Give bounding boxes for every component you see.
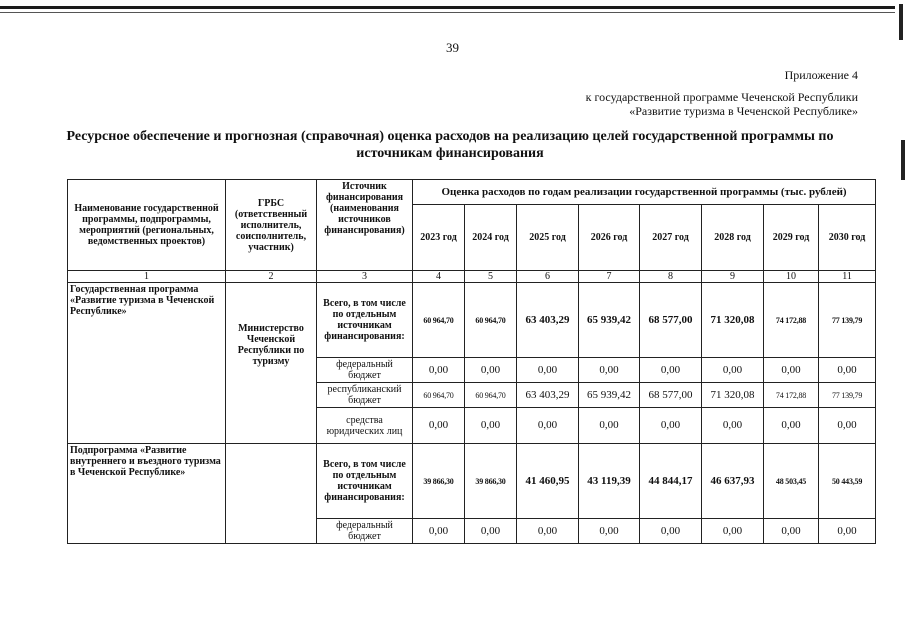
value-cell: 50 443,59 [819, 444, 876, 519]
value-cell: 46 637,93 [702, 444, 764, 519]
value-cell: 0,00 [702, 408, 764, 444]
value-cell: 0,00 [579, 358, 640, 383]
appendix-program-name: «Развитие туризма в Чеченской Республике» [629, 104, 858, 118]
value-cell: 0,00 [702, 358, 764, 383]
top-border-line [0, 6, 895, 9]
value-cell: 0,00 [465, 519, 517, 544]
top-border-line-thin [0, 12, 895, 13]
value-cell: 44 844,17 [640, 444, 702, 519]
value-cell: 71 320,08 [702, 283, 764, 358]
value-cell: 0,00 [517, 408, 579, 444]
header-name: Наименование государственной программы, подпрограммы, мероприятий (региональных, ведомственных проектов) [68, 180, 226, 271]
header-year: 2029 год [764, 205, 819, 271]
header-year: 2023 год [413, 205, 465, 271]
value-cell: 0,00 [640, 358, 702, 383]
header-year: 2028 год [702, 205, 764, 271]
source-cell: федеральный бюджет [317, 519, 413, 544]
value-cell: 0,00 [764, 358, 819, 383]
value-cell: 60 964,70 [413, 283, 465, 358]
value-cell: 0,00 [413, 358, 465, 383]
value-cell: 77 139,79 [819, 383, 876, 408]
column-number: 10 [764, 271, 819, 283]
appendix-block [586, 68, 858, 118]
scan-edge-mark [901, 140, 905, 180]
source-cell: Всего, в том числе по отдельным источникам финансирования: [317, 444, 413, 519]
value-cell: 0,00 [764, 408, 819, 444]
scan-edge-mark [899, 4, 903, 40]
column-number: 8 [640, 271, 702, 283]
column-number: 9 [702, 271, 764, 283]
header-source: Источник финансирования (наименования источников финансирования) [317, 180, 413, 271]
value-cell: 0,00 [819, 358, 876, 383]
source-cell: республиканский бюджет [317, 383, 413, 408]
value-cell: 71 320,08 [702, 383, 764, 408]
header-grbs: ГРБС (ответственный исполнитель, соисполнитель, участник) [226, 180, 317, 271]
value-cell: 0,00 [517, 519, 579, 544]
value-cell: 63 403,29 [517, 383, 579, 408]
value-cell: 68 577,00 [640, 383, 702, 408]
column-number: 6 [517, 271, 579, 283]
value-cell: 60 964,70 [465, 383, 517, 408]
value-cell: 0,00 [413, 519, 465, 544]
column-number: 2 [226, 271, 317, 283]
header-year: 2027 год [640, 205, 702, 271]
value-cell: 0,00 [764, 519, 819, 544]
value-cell: 68 577,00 [640, 283, 702, 358]
column-number: 1 [68, 271, 226, 283]
value-cell: 0,00 [579, 519, 640, 544]
column-number: 7 [579, 271, 640, 283]
document-title: Ресурсное обеспечение и прогнозная (справочная) оценка расходов на реализацию целей государственной программы по источникам финансирования [66, 129, 834, 161]
header-row [68, 180, 876, 205]
value-cell: 41 460,95 [517, 444, 579, 519]
program-name-cell: Государственная программа «Развитие туризма в Чеченской Республике» [68, 283, 226, 444]
value-cell: 43 119,39 [579, 444, 640, 519]
column-number: 11 [819, 271, 876, 283]
source-cell: федеральный бюджет [317, 358, 413, 383]
value-cell: 65 939,42 [579, 283, 640, 358]
column-number: 3 [317, 271, 413, 283]
value-cell: 60 964,70 [413, 383, 465, 408]
value-cell: 0,00 [579, 408, 640, 444]
table-row [68, 444, 876, 519]
appendix-label: Приложение 4 [784, 68, 858, 82]
subprogram-name-cell: Подпрограмма «Развитие внутреннего и въездного туризма в Чеченской Республике» [68, 444, 226, 544]
value-cell: 65 939,42 [579, 383, 640, 408]
value-cell: 0,00 [640, 408, 702, 444]
page-number: 39 [446, 40, 459, 55]
column-number-row [68, 271, 876, 283]
value-cell: 0,00 [413, 408, 465, 444]
grbs-cell: Министерство Чеченской Республики по туризму [226, 283, 317, 444]
value-cell: 63 403,29 [517, 283, 579, 358]
header-estimate: Оценка расходов по годам реализации государственной программы (тыс. рублей) [413, 180, 876, 205]
value-cell: 0,00 [819, 519, 876, 544]
value-cell: 0,00 [465, 408, 517, 444]
appendix-reference: к государственной программе Чеченской Республики [585, 90, 858, 104]
value-cell: 77 139,79 [819, 283, 876, 358]
value-cell: 0,00 [640, 519, 702, 544]
value-cell: 39 866,30 [413, 444, 465, 519]
value-cell: 0,00 [702, 519, 764, 544]
header-year: 2024 год [465, 205, 517, 271]
value-cell: 0,00 [517, 358, 579, 383]
column-number: 5 [465, 271, 517, 283]
column-number: 4 [413, 271, 465, 283]
header-year: 2026 год [579, 205, 640, 271]
value-cell: 60 964,70 [465, 283, 517, 358]
value-cell: 39 866,30 [465, 444, 517, 519]
value-cell: 0,00 [465, 358, 517, 383]
header-year: 2025 год [517, 205, 579, 271]
value-cell: 74 172,88 [764, 383, 819, 408]
value-cell: 48 503,45 [764, 444, 819, 519]
table-row [68, 283, 876, 358]
source-cell: Всего, в том числе по отдельным источникам финансирования: [317, 283, 413, 358]
value-cell: 74 172,88 [764, 283, 819, 358]
grbs-cell [226, 444, 317, 544]
budget-table [67, 179, 876, 544]
value-cell: 0,00 [819, 408, 876, 444]
source-cell: средства юридических лиц [317, 408, 413, 444]
header-year: 2030 год [819, 205, 876, 271]
